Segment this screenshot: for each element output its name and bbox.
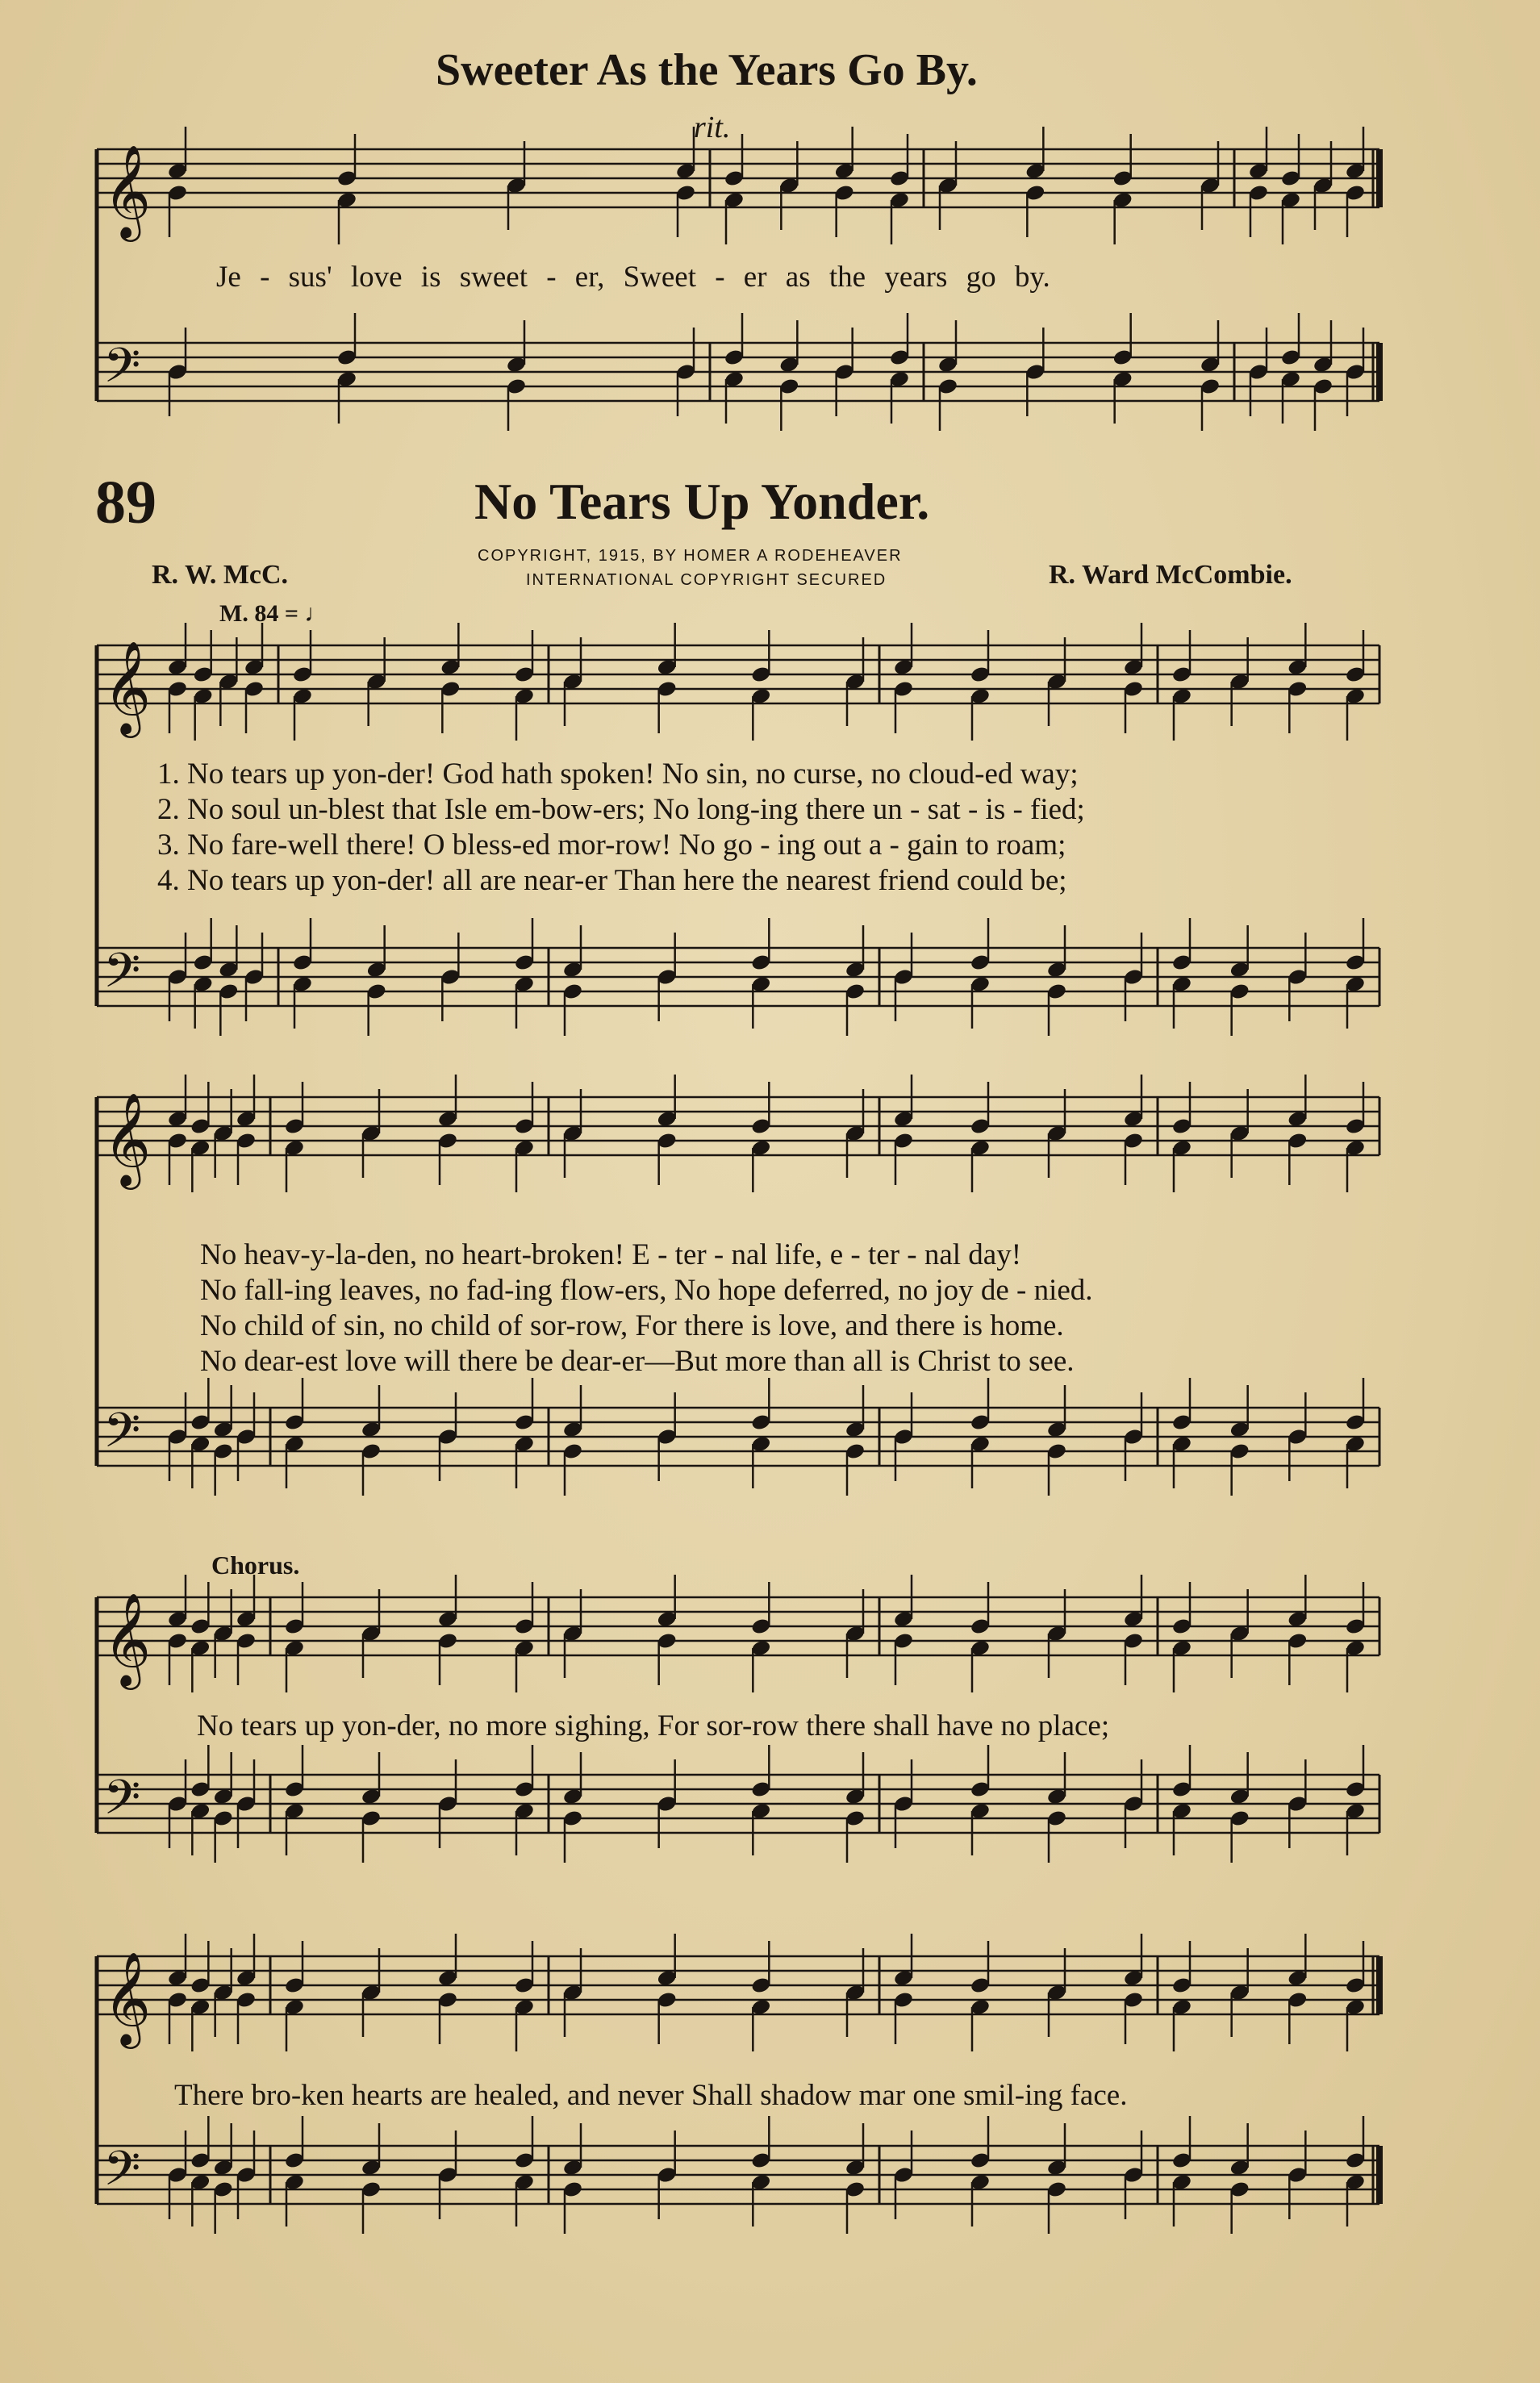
verse-line-1: 1. No tears up yon-der! God hath spoken! No sin, no curse, no cloud-ed way; — [157, 757, 1079, 791]
metronome-mark: M. 84 = ♩ — [219, 600, 329, 627]
treble-clef-icon: 𝄞 — [103, 1592, 152, 1686]
copyright-line-2: INTERNATIONAL COPYRIGHT SECURED — [526, 571, 887, 589]
bass-clef-icon: 𝄢 — [103, 1769, 141, 1837]
verse-part1 — [157, 757, 1085, 899]
bass-clef-icon: 𝄢 — [103, 337, 141, 405]
chorus-line-2: There bro-ken hearts are healed, and never Shall shadow mar one smil-ing face. — [174, 2079, 1128, 2112]
verse-line-3-b: No child of sin, no child of sor-row, For there is love, and there is home. — [200, 1309, 1064, 1342]
verse-line-4: 4. No tears up yon-der! all are near-er Than here the nearest friend could be; — [157, 864, 1067, 897]
verse-part2 — [200, 1237, 1093, 1379]
verse-line-2: 2. No soul un-blest that Isle em-bow-ers; No long-ing there un - sat - is - fied; — [157, 793, 1085, 826]
music-credit: R. Ward McCombie. — [1049, 560, 1292, 590]
chorus-label: Chorus. — [211, 1550, 300, 1580]
treble-clef-icon: 𝄞 — [103, 640, 152, 734]
treble-clef-icon: 𝄞 — [103, 1951, 152, 2045]
words-credit: R. W. McC. — [152, 560, 289, 590]
copyright-line-1: COPYRIGHT, 1915, BY HOMER A RODEHEAVER — [478, 547, 903, 565]
bass-clef-icon: 𝄢 — [103, 942, 141, 1010]
verse-line-4-b: No dear-est love will there be dear-er—But more than all is Christ to see. — [200, 1345, 1075, 1378]
bass-clef-icon: 𝄢 — [103, 2140, 141, 2208]
verse-line-1-b: No heav-y-la-den, no heart-broken! E - ter - nal life, e - ter - nal day! — [200, 1238, 1022, 1271]
hymn-title: No Tears Up Yonder. — [474, 473, 930, 530]
chorus-line-1: No tears up yon-der, no more sighing, For sor-row there shall have no place; — [197, 1709, 1110, 1742]
treble-clef-icon: 𝄞 — [103, 1091, 152, 1186]
verse-line-3: 3. No fare-well there! O bless-ed mor-row! No go - ing out a - gain to roam; — [157, 828, 1066, 862]
tempo-mark: rit. — [694, 111, 731, 144]
previous-hymn-title: Sweeter As the Years Go By. — [436, 45, 978, 95]
verse-line-2-b: No fall-ing leaves, no fad-ing flow-ers, No hope deferred, no joy de - nied. — [200, 1274, 1093, 1307]
previous-hymn-lyric: Je - sus' love is sweet - er, Sweet - er as the years go by. — [216, 261, 1050, 294]
treble-clef-icon: 𝄞 — [103, 144, 152, 238]
bass-clef-icon: 𝄢 — [103, 1402, 141, 1470]
hymn-number: 89 — [95, 469, 157, 536]
